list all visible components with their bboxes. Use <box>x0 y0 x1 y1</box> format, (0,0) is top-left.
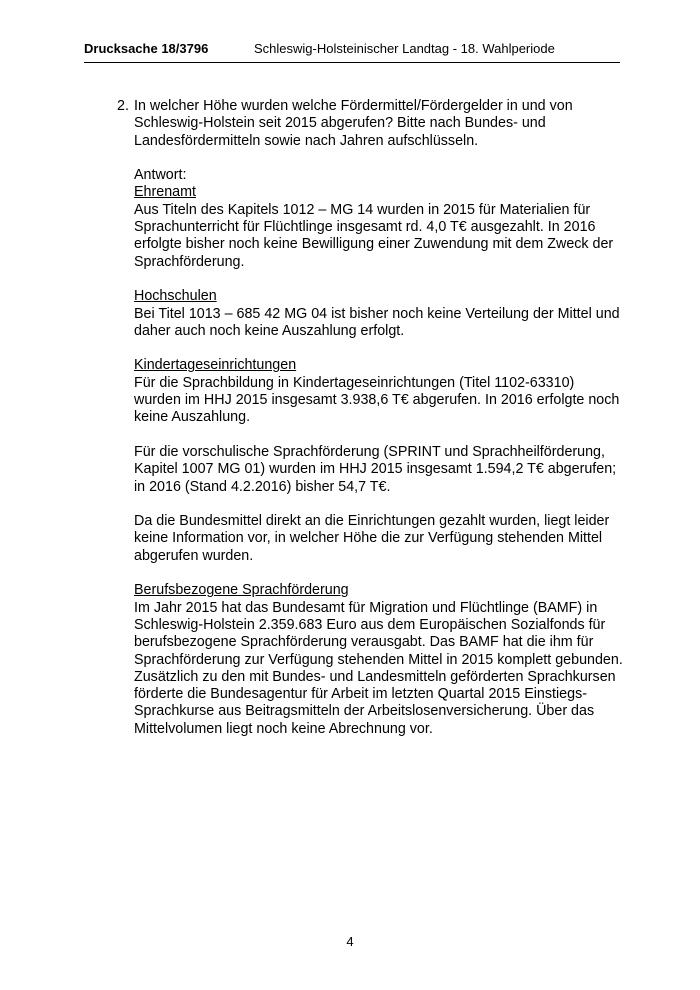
question-text: In welcher Höhe wurden welche Fördermittel/Fördergelder in und von Schleswig-Holstein seit 2015 abgerufen? Bitte nach Bundes- und Landesfördermitteln sowie nach Jahren aufschlüsseln. <box>134 98 573 149</box>
section-heading-ehrenamt: Ehrenamt <box>134 184 196 201</box>
section-heading-beruf: Berufsbezogene Sprachförderung <box>134 582 349 599</box>
answer-label: Antwort: <box>134 167 187 184</box>
section-text-beruf: Im Jahr 2015 hat das Bundesamt für Migration und Flüchtlinge (BAMF) in Schleswig-Holstein 2.359.683 Euro aus dem Europäischen Sozialfonds für berufsbezogene Sprachförderung verausgabt. Das BAMF hat die ihm für Sprachförderung zur Verfügung stehenden Mittel in 2015 komplett gebunden. Zusätzlich zu den mit Bundes- und Landesmitteln geförderten Sprachkursen förderte die Bundesagentur für Arbeit im letzten Quartal 2015 Einstiegs-Sprachkurse aus Beitragsmitteln der Arbeitslosenversicherung. Über das Mittelvolumen liegt noch keine Abrechnung vor. <box>134 599 623 737</box>
page-number: 4 <box>346 934 354 949</box>
question-number: 2. <box>117 98 129 114</box>
header-title: Schleswig-Holsteinischer Landtag - 18. Wahlperiode <box>254 41 555 56</box>
section-text-hochschulen: Bei Titel 1013 – 685 42 MG 04 ist bisher noch keine Verteilung der Mittel und daher auch noch keine Auszahlung erfolgt. <box>134 305 620 339</box>
document-body <box>117 98 623 738</box>
section-heading-hochschulen: Hochschulen <box>134 288 217 305</box>
answer <box>117 167 623 738</box>
section-heading-kita: Kindertageseinrichtungen <box>134 357 297 374</box>
question <box>117 98 623 150</box>
document-number: Drucksache 18/3796 <box>84 41 209 56</box>
section-text-ehrenamt: Aus Titeln des Kapitels 1012 – MG 14 wurden in 2015 für Materialien für Sprachunterricht für Flüchtlinge insgesamt rd. 4,0 T€ ausgezahlt. In 2016 erfolgte bisher noch keine Bewilligung einer Zuwendung mit dem Zweck der Sprachförderung. <box>134 201 614 270</box>
section-text-kita-bundesmittel: Da die Bundesmittel direkt an die Einrichtungen gezahlt wurden, liegt leider keine Information vor, in welcher Höhe die zur Verfügung stehenden Mittel abgerufen wurden. <box>134 513 610 564</box>
section-text-kita-vorschulisch: Für die vorschulische Sprachförderung (SPRINT und Sprachheilförderung, Kapitel 1007 MG 01) wurden im HHJ 2015 insgesamt 1.594,2 T€ abgerufen; in 2016 (Stand 4.2.2016) bisher 54,7 T€. <box>134 443 617 495</box>
section-text-kita: Für die Sprachbildung in Kindertageseinrichtungen (Titel 1102-63310) wurden im HHJ 2015 insgesamt 3.938,6 T€ abgerufen. In 2016 erfolgte noch keine Auszahlung. <box>134 374 620 426</box>
page-header <box>84 40 620 63</box>
